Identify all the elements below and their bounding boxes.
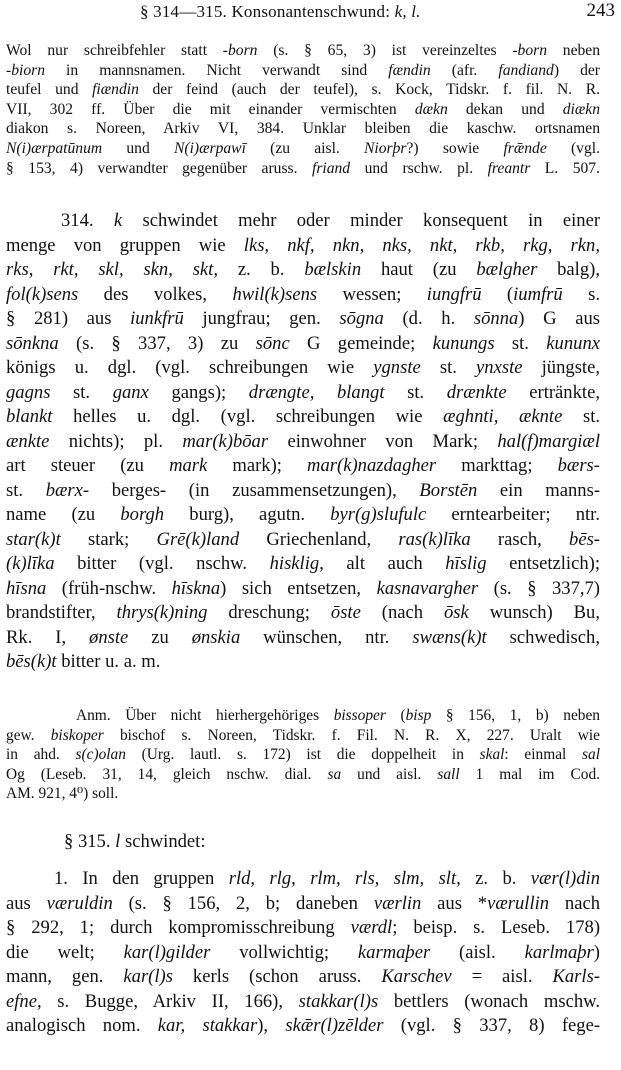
text-run: markttag; [436, 455, 558, 476]
text-run: AM. 921, 4⁰) soll. [6, 785, 119, 802]
italic-term: fiændin [92, 81, 139, 99]
text-run: und rschw. pl. [350, 159, 488, 177]
italic-term: -born [222, 42, 258, 59]
text-run: entsetzlich); [486, 553, 601, 574]
italic-term: byr(g)slufulc [330, 504, 427, 525]
text-line [6, 61, 600, 81]
italic-term: sōgna [339, 308, 384, 329]
text-run: § 156, 1, b) neben [431, 707, 600, 724]
italic-term: kar(l)gilder [123, 941, 211, 963]
text-run: (aisl. [430, 941, 525, 963]
italic-term: thrys(k)ning [116, 602, 208, 623]
text-line [6, 234, 600, 259]
italic-term: Karls- [552, 966, 601, 987]
text-run: , s. Bugge, Arkiv II, 166), [36, 990, 299, 1012]
text-run: : einmal [504, 746, 583, 763]
text-line [6, 941, 600, 966]
text-line [6, 601, 600, 626]
text-line [6, 1014, 600, 1039]
italic-term: kar, stakkar [157, 1015, 258, 1036]
text-run: kerls (schon aruss. [172, 966, 382, 987]
italic-term: mark [169, 455, 208, 476]
italic-term: bælgher [476, 259, 538, 280]
text-run: Og (Leseb. 31, 14, gleich nschw. dial. [6, 765, 328, 783]
text-line [6, 258, 600, 283]
italic-term: (k)līka [6, 553, 55, 574]
text-line [6, 892, 600, 917]
text-line [6, 706, 600, 726]
italic-term: -biorn [6, 61, 45, 79]
italic-term: hwil(k)sens [232, 283, 318, 305]
italic-term: hal(f)margiæl [497, 430, 600, 452]
italic-term: sa [327, 765, 342, 783]
italic-term: værullin [487, 892, 550, 914]
text-run: gew. [6, 726, 51, 744]
text-line [6, 80, 600, 100]
italic-term: bærx- [45, 479, 90, 501]
text-run: (s. § 156, 2, b; daneben [112, 892, 374, 914]
text-run: haut (zu [361, 259, 477, 280]
italic-term: biskoper [50, 726, 104, 744]
text-run: jüngste, [522, 357, 600, 378]
text-run: in ahd. [6, 746, 76, 763]
text-run: st. [562, 406, 601, 427]
text-run: Griechenland, [239, 528, 399, 550]
text-run: rasch, [470, 528, 570, 550]
text-line [6, 577, 600, 602]
italic-term: ygnste [373, 357, 421, 378]
text-run: zu [128, 626, 192, 648]
italic-term: star(k)t [6, 528, 61, 550]
text-line [6, 307, 600, 332]
italic-term: æghnti, æknte [443, 406, 563, 427]
text-run: dreschung; [207, 602, 331, 623]
italic-term: hīskna [171, 577, 221, 599]
text-run: z. b. [218, 259, 305, 280]
text-run: nichts); pl. [49, 430, 183, 452]
italic-term: ænkte [6, 430, 50, 452]
italic-term: ønste [89, 626, 129, 648]
text-line [6, 916, 600, 941]
italic-term: sōnna [473, 308, 519, 329]
text-line [6, 528, 600, 553]
italic-term: gagns [6, 381, 51, 403]
text-run: bischof s. Noreen, Tidskr. f. Fil. N. R. X, 227. Uralt wie [103, 726, 600, 744]
text-run: st. [494, 332, 547, 354]
italic-term: iumfrū [513, 283, 563, 305]
text-run: nach [549, 892, 601, 914]
text-run: berges- (in zusammensetzungen), [89, 479, 420, 501]
italic-term: ynxste [476, 357, 523, 378]
text-run: st. [384, 381, 447, 403]
text-run: bitter (vgl. nschw. [54, 553, 270, 574]
italic-term: Karschev [381, 966, 452, 987]
text-run: VII, 302 ff. Über die mit einander vermischten [6, 100, 415, 118]
text-run: mark); [207, 455, 308, 476]
italic-term: bisp [405, 707, 432, 724]
italic-term: bissoper [333, 707, 386, 724]
italic-term: bēs(k)t [6, 651, 57, 672]
italic-term: hisklig [269, 553, 320, 574]
text-run: ), [257, 1015, 286, 1036]
text-run: art steuer (zu [6, 455, 170, 476]
text-run: jungfrau; gen. [183, 308, 340, 329]
page-number: 243 [586, 0, 615, 21]
text-line [6, 830, 600, 854]
text-run: (s. § 337, 3) zu [58, 332, 256, 354]
text-run: des volkes, [78, 283, 233, 305]
italic-term: frǣnde [503, 139, 547, 157]
italic-term: ōsk [444, 602, 469, 623]
text-run: diakon s. Noreen, Arkiv VI, 384. Unklar bleiben die kaschw. ortsnamen [6, 120, 600, 138]
text-run: ( [385, 707, 406, 724]
italic-term: Grē(k)land [156, 528, 240, 550]
text-run: gangs); [148, 381, 249, 403]
text-run: neben [547, 42, 601, 59]
text-line [6, 139, 600, 159]
text-line [6, 283, 600, 308]
text-line [6, 454, 600, 479]
text-line [6, 726, 600, 746]
paragraph-note-313 [6, 41, 600, 178]
text-run: Anm. Über nicht hierhergehöriges [76, 707, 334, 724]
italic-term: k [113, 210, 123, 231]
italic-term: Niorþr [364, 139, 407, 157]
text-line [6, 209, 600, 234]
text-run: ?) sowie [406, 139, 504, 157]
text-run: schwedisch, [486, 626, 600, 648]
italic-term: bēs- [569, 528, 600, 550]
text-run: 314. [61, 210, 114, 231]
italic-term: N(i)ærpatūnum [6, 139, 103, 157]
italic-term: iungfrū [426, 283, 482, 305]
text-run: § 153, 4) verwandter gegenüber aruss. [6, 159, 312, 177]
text-run: (vgl. § 337, 8) fege- [383, 1015, 601, 1036]
text-line [6, 479, 600, 504]
text-run: die welt; [6, 941, 124, 963]
text-line [6, 650, 600, 675]
italic-term: fændin [388, 61, 431, 79]
italic-term: rks, rkt, skl, skn, skt, [6, 259, 218, 280]
italic-term: bærs- [557, 455, 600, 476]
text-run: ; beisp. s. Leseb. 178) [392, 917, 601, 938]
text-run: (vgl. [546, 139, 600, 157]
italic-term: værdl [350, 917, 393, 938]
italic-term: karlmaþr [524, 941, 594, 963]
italic-term: Borstēn [419, 479, 478, 501]
italic-term: -born [512, 42, 548, 59]
italic-term: værlin [373, 892, 422, 914]
italic-term: rld, rlg, rlm, rls, slm, slt, [228, 868, 461, 889]
text-line [6, 765, 600, 785]
text-run: und aisl. [341, 765, 438, 783]
text-line [6, 159, 600, 179]
italic-term: iunkfrū [130, 308, 184, 329]
text-line [6, 784, 600, 804]
italic-term: mar(k)nazdagher [307, 455, 437, 476]
italic-term: s(c)olan [75, 746, 126, 763]
text-run: wünschen, ntr. [240, 626, 413, 648]
italic-term: l [115, 831, 121, 852]
text-run: ( [481, 283, 514, 305]
text-run: balg), [537, 259, 600, 280]
italic-term: freantr [487, 159, 531, 177]
italic-term: vær(l)din [530, 868, 600, 889]
italic-term: skǣr(l)zēlder [285, 1015, 384, 1036]
text-line [6, 100, 600, 120]
italic-term: diækn [562, 100, 600, 118]
text-line [6, 867, 600, 892]
italic-term: sōnkna [6, 332, 59, 354]
text-run: § 292, 1; durch kompromisschreibung [6, 917, 351, 938]
italic-term: dækn [414, 100, 448, 118]
text-run: (früh-nschw. [46, 577, 172, 599]
text-run: schwindet: [120, 831, 206, 852]
text-run: G gemeinde; [289, 332, 433, 354]
text-run: name (zu [6, 504, 121, 525]
text-run: stark; [60, 528, 157, 550]
italic-term: fandiand [498, 61, 554, 79]
text-run: helles u. dgl. (vgl. schreibungen wie [52, 406, 444, 427]
italic-term: bælskin [304, 259, 362, 280]
text-run: ) der [553, 61, 600, 79]
text-line [6, 41, 600, 61]
text-line [6, 552, 600, 577]
text-run: erntearbeiter; ntr. [426, 504, 600, 525]
italic-term: fol(k)sens [6, 283, 79, 305]
text-run: § 315. [64, 831, 116, 852]
text-line [6, 965, 600, 990]
text-run: L. 507. [530, 159, 600, 177]
italic-term: stakkar(l)s [298, 990, 379, 1012]
text-run: § 281) aus [6, 308, 131, 329]
italic-term: kunungs [432, 332, 495, 354]
text-run: (s. § 65, 3) ist vereinzeltes [257, 42, 513, 59]
text-line [6, 626, 600, 651]
annotation-anm [6, 706, 600, 804]
text-run: = aisl. [451, 966, 553, 987]
italic-term: k, l. [394, 2, 421, 21]
italic-term: drænkte [446, 381, 507, 403]
italic-term: mar(k)bōar [182, 430, 269, 452]
text-run: bitter u. a. m. [56, 651, 161, 672]
text-run: ) [593, 941, 600, 963]
italic-term: lks, nkf, nkn, nks, nkt, rkb, rkg, rkn, [243, 234, 600, 256]
text-run: st. [50, 381, 113, 403]
italic-term: N(i)ærpawī [174, 139, 246, 157]
text-run: Wol nur schreibfehler statt [6, 42, 223, 59]
italic-term: karmaþer [357, 941, 431, 963]
text-run: ) sich entsetzen, [220, 577, 377, 599]
text-run: der feind (auch der teufel), s. Kock, Tidskr. f. fil. N. R. [138, 81, 601, 99]
italic-term: ras(k)līka [398, 528, 471, 550]
text-run: Rk. I, [6, 626, 90, 648]
italic-term: ønskia [191, 626, 241, 648]
text-run: , alt auch [319, 553, 446, 574]
text-run: vollwichtig; [210, 941, 358, 963]
text-run: 1. In den gruppen [54, 868, 229, 889]
text-run: (zu aisl. [245, 139, 365, 157]
italic-term: hīsna [6, 577, 47, 599]
text-run: teufel und [6, 81, 93, 99]
text-run: dekan und [447, 100, 563, 118]
text-run: ertränkte, [506, 381, 600, 403]
text-line [6, 381, 600, 406]
text-run: analogisch nom. [6, 1015, 158, 1036]
italic-term: swæns(k)t [412, 626, 487, 648]
text-line [6, 119, 600, 139]
running-header [0, 0, 621, 26]
text-run: st. [6, 479, 46, 501]
text-run: wessen; [317, 283, 427, 305]
text-run: aus [6, 892, 47, 914]
text-line [6, 503, 600, 528]
text-line [6, 356, 600, 381]
italic-term: sall [437, 765, 460, 783]
italic-term: kasnavargher [376, 577, 479, 599]
text-line [6, 405, 600, 430]
italic-term: hīslig [445, 553, 487, 574]
italic-term: ōste [330, 602, 361, 623]
italic-term: kununx [546, 332, 600, 354]
section-315-item-1 [6, 867, 600, 1039]
italic-term: borgh [120, 504, 165, 525]
text-run: einwohner von Mark; [268, 430, 498, 452]
text-run: (Urg. lautl. s. 172) ist die doppelheit in [125, 746, 480, 763]
section-314 [6, 209, 600, 675]
italic-term: kar(l)s [123, 966, 173, 987]
text-run: menge von gruppen wie [6, 234, 244, 256]
text-run: st. [420, 357, 477, 378]
text-line [6, 332, 600, 357]
italic-term: friand [311, 159, 351, 177]
text-line [6, 990, 600, 1015]
text-run: ) G aus [518, 308, 600, 329]
text-run: schwindet mehr oder minder konsequent in einer [122, 210, 601, 231]
italic-term: drængte, blangt [248, 381, 385, 403]
text-run: s. [562, 283, 600, 305]
text-run: ein manns- [477, 479, 601, 501]
italic-term: sōnc [255, 332, 290, 354]
text-run: z. b. [460, 868, 531, 889]
text-run: § 314—315. Konsonantenschwund: [140, 2, 395, 21]
section-315-heading [6, 830, 600, 854]
text-run: (nach [360, 602, 444, 623]
text-run: (d. h. [383, 308, 474, 329]
italic-term: blankt [6, 406, 53, 427]
text-run: königs u. dgl. (vgl. schreibungen wie [6, 357, 374, 378]
italic-term: sal [582, 746, 600, 763]
italic-term: ganx [112, 381, 149, 403]
text-run: bettlers (wonach mschw. [378, 990, 600, 1012]
text-run: 1 mal im Cod. [459, 765, 600, 783]
text-run: burg), agutn. [164, 504, 331, 525]
italic-term: væruldin [46, 892, 113, 914]
text-run: (afr. [430, 61, 499, 79]
text-line [6, 745, 600, 765]
italic-term: skal [479, 746, 505, 763]
header-title [140, 2, 421, 22]
text-run: mann, gen. [6, 966, 124, 987]
text-run: und [102, 139, 174, 157]
text-run: (s. § 337,7) [478, 577, 601, 599]
text-run: wunsch) Bu, [468, 602, 600, 623]
text-run: aus * [421, 892, 488, 914]
text-run: brandstifter, [6, 602, 117, 623]
text-run: in mannsnamen. Nicht verwandt sind [44, 61, 389, 79]
italic-term: efne [6, 990, 37, 1012]
text-line [6, 430, 600, 455]
